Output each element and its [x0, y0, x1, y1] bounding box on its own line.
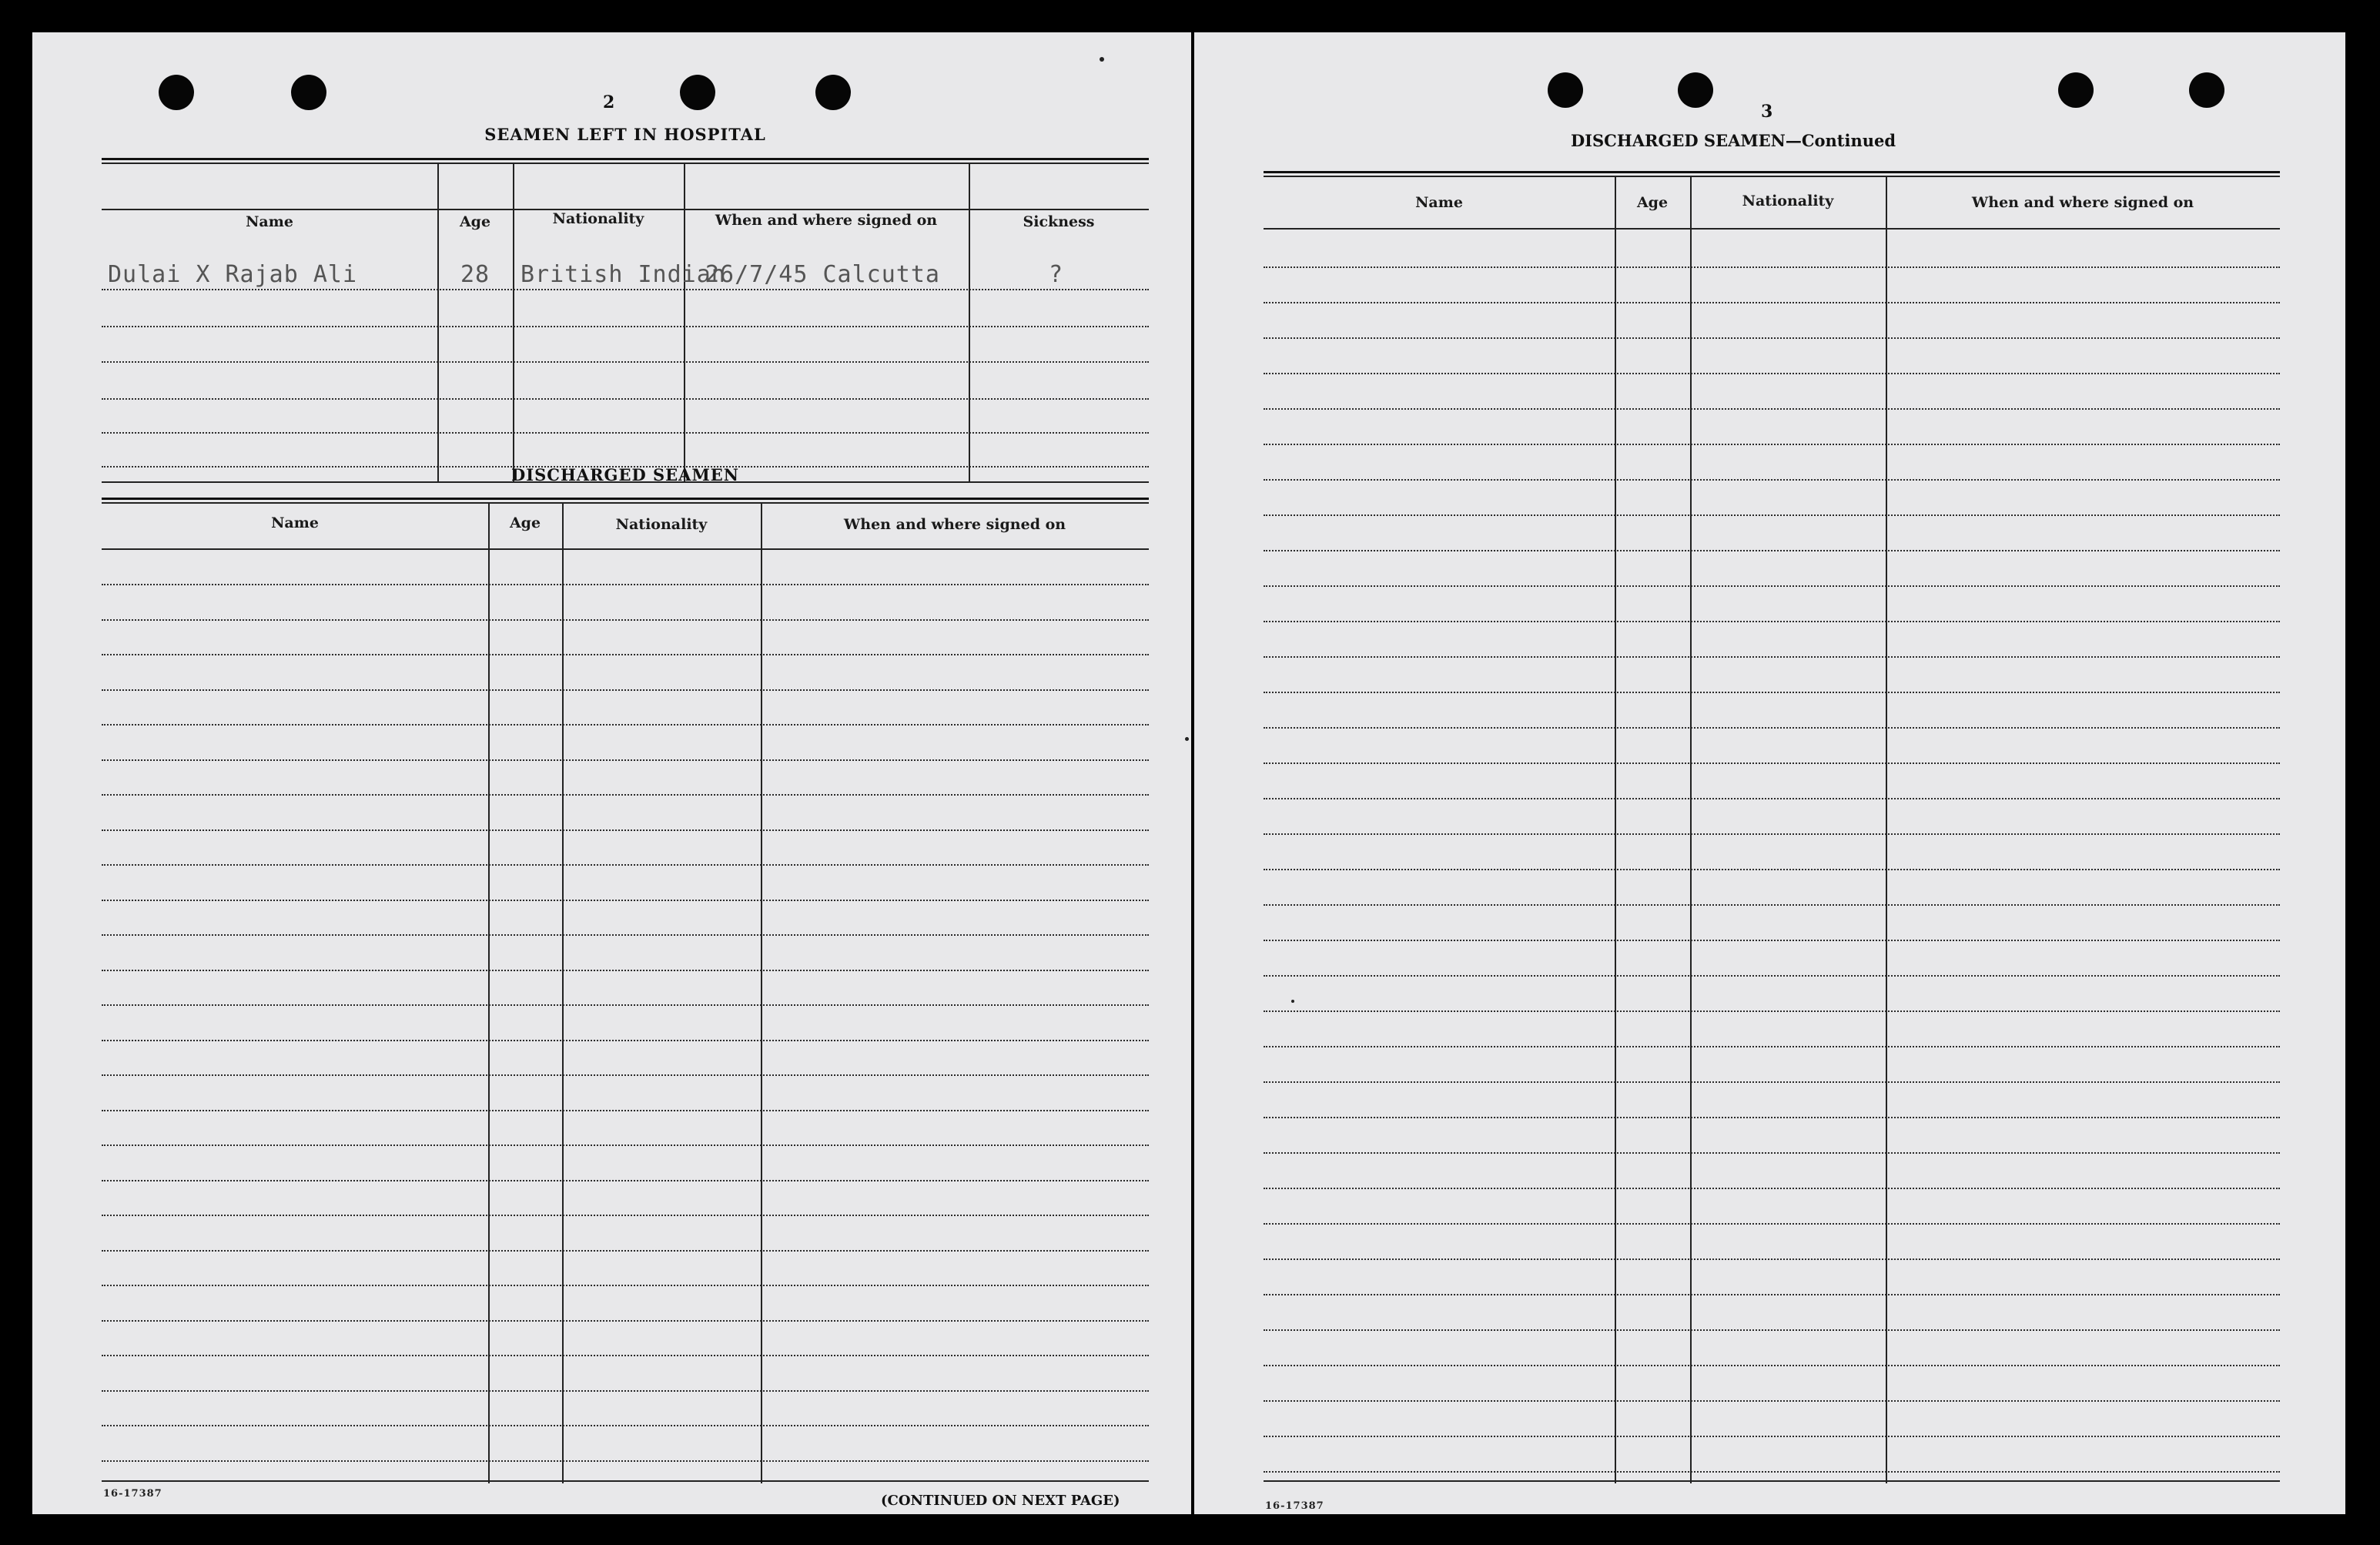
- ruled-row-line: [1264, 798, 2280, 799]
- ruled-row-line: [1264, 373, 2280, 374]
- ruled-row-line: [102, 1425, 1149, 1426]
- ruled-row-line: [1264, 1223, 2280, 1225]
- column-header-age: Age: [459, 213, 491, 230]
- table-bottom-rule: [1264, 1480, 2280, 1482]
- ruled-row-line: [1264, 1046, 2280, 1047]
- ruled-row-line: [102, 1285, 1149, 1286]
- ruled-row-line: [1264, 833, 2280, 835]
- ruled-row-line: [1264, 1471, 2280, 1473]
- ruled-row-line: [1264, 692, 2280, 693]
- column-header-signed-on: When and where signed on: [715, 212, 938, 229]
- seaman-sickness: ?: [1049, 261, 1064, 288]
- ruled-row-line: [1264, 1436, 2280, 1437]
- ruled-row-line: [1264, 1294, 2280, 1295]
- form-number: 16-17387: [103, 1488, 162, 1500]
- column-header-signed-on: When and where signed on: [1971, 194, 2194, 211]
- ruled-row-line: [1264, 408, 2280, 410]
- discharged-continued-title: DISCHARGED SEAMEN—Continued: [1570, 131, 1896, 150]
- seaman-age: 28: [460, 261, 490, 288]
- ruled-row-line: [102, 1180, 1149, 1181]
- ruled-row-line: [1264, 1329, 2280, 1331]
- ruled-row-line: [1264, 727, 2280, 729]
- ruled-row-line: [102, 864, 1149, 866]
- column-header-name: Name: [1415, 194, 1463, 211]
- ruled-row-line: [102, 619, 1149, 621]
- ruled-row-line: [102, 1390, 1149, 1392]
- right-page: [1194, 32, 2345, 1514]
- punch-hole: [291, 75, 326, 110]
- column-header-age: Age: [1636, 194, 1669, 211]
- ruled-row-line: [1264, 1117, 2280, 1118]
- seaman-nationality: British Indian: [521, 261, 726, 288]
- ruled-row-line: [102, 1215, 1149, 1216]
- ruled-row-line: [1264, 1010, 2280, 1012]
- ruled-row-line: [1264, 479, 2280, 481]
- ruled-row-line: [102, 1355, 1149, 1356]
- ruled-row-line: [1264, 550, 2280, 551]
- column-header-sickness: Sickness: [1023, 213, 1095, 230]
- hospital-section-title: SEAMEN LEFT IN HOSPITAL: [484, 125, 766, 144]
- ruled-row-line: [102, 794, 1149, 796]
- ruled-row-line: [1264, 869, 2280, 870]
- ruled-row-line: [1264, 585, 2280, 587]
- discharged-table: [102, 498, 1149, 1483]
- page-number: 3: [1761, 102, 1773, 122]
- ruled-row-line: [102, 1145, 1149, 1146]
- ruled-row-line: [102, 1004, 1149, 1006]
- punch-hole: [680, 75, 715, 110]
- ruled-row-line: [102, 970, 1149, 971]
- column-header-name: Name: [271, 514, 319, 531]
- ruled-row-line: [1264, 940, 2280, 941]
- ruled-row-line: [1264, 1081, 2280, 1083]
- ruled-row-line: [1264, 975, 2280, 977]
- column-header-nationality: Nationality: [615, 516, 708, 533]
- ruled-row-line: [102, 934, 1149, 936]
- column-header-age: Age: [509, 514, 541, 531]
- hospital-table: [102, 158, 1149, 483]
- ruled-row-line: [1264, 1258, 2280, 1260]
- punch-hole: [2058, 72, 2094, 108]
- seaman-signed-on: 26/7/45 Calcutta: [705, 261, 940, 288]
- ruled-row-line: [102, 1460, 1149, 1462]
- ruled-row-line: [1264, 444, 2280, 445]
- ruled-row-line: [102, 1040, 1149, 1041]
- ruled-row-line: [1264, 266, 2280, 268]
- column-header-name: Name: [246, 213, 293, 230]
- ruled-row-line: [1264, 514, 2280, 516]
- ruled-row-line: [1264, 337, 2280, 339]
- ruled-row-line: [102, 829, 1149, 831]
- ruled-row-line: [1264, 762, 2280, 764]
- ruled-row-line: [1264, 1365, 2280, 1366]
- punch-hole: [1678, 72, 1713, 108]
- ruled-row-line: [1264, 1400, 2280, 1402]
- punch-hole: [159, 75, 194, 110]
- seaman-name: Dulai X Rajab Ali: [108, 261, 358, 288]
- column-header-signed-on: When and where signed on: [843, 516, 1066, 533]
- table-bottom-rule: [102, 1480, 1149, 1482]
- discharged-continued-table: [1264, 171, 2280, 1483]
- ruled-row-line: [102, 900, 1149, 901]
- ruled-row-line: [1264, 1188, 2280, 1189]
- speck: [1100, 57, 1104, 62]
- discharged-section-title: DISCHARGED SEAMEN: [511, 465, 739, 484]
- ruled-row-line: [102, 724, 1149, 726]
- ruled-row-line: [102, 1110, 1149, 1111]
- ruled-row-line: [102, 759, 1149, 761]
- ruled-row-line: [102, 584, 1149, 585]
- punch-hole: [1548, 72, 1583, 108]
- punch-hole: [2189, 72, 2224, 108]
- page-number: 2: [603, 92, 615, 112]
- speck: [1185, 737, 1189, 741]
- form-number: 16-17387: [1265, 1500, 1324, 1512]
- ruled-row-line: [102, 1074, 1149, 1076]
- ruled-row-line: [1264, 656, 2280, 658]
- ruled-row-line: [102, 689, 1149, 691]
- column-header-nationality: Nationality: [552, 210, 644, 227]
- left-page: [32, 32, 1191, 1514]
- speck: [1291, 1000, 1294, 1003]
- ruled-row-line: [1264, 1152, 2280, 1154]
- column-header-nationality: Nationality: [1742, 193, 1834, 209]
- ruled-row-line: [1264, 302, 2280, 303]
- continued-note: (CONTINUED ON NEXT PAGE): [881, 1493, 1120, 1509]
- punch-hole: [815, 75, 851, 110]
- ruled-row-line: [1264, 621, 2280, 622]
- ruled-row-line: [102, 1320, 1149, 1322]
- ruled-row-line: [102, 1250, 1149, 1252]
- ruled-row-line: [1264, 904, 2280, 906]
- ruled-row-line: [102, 654, 1149, 655]
